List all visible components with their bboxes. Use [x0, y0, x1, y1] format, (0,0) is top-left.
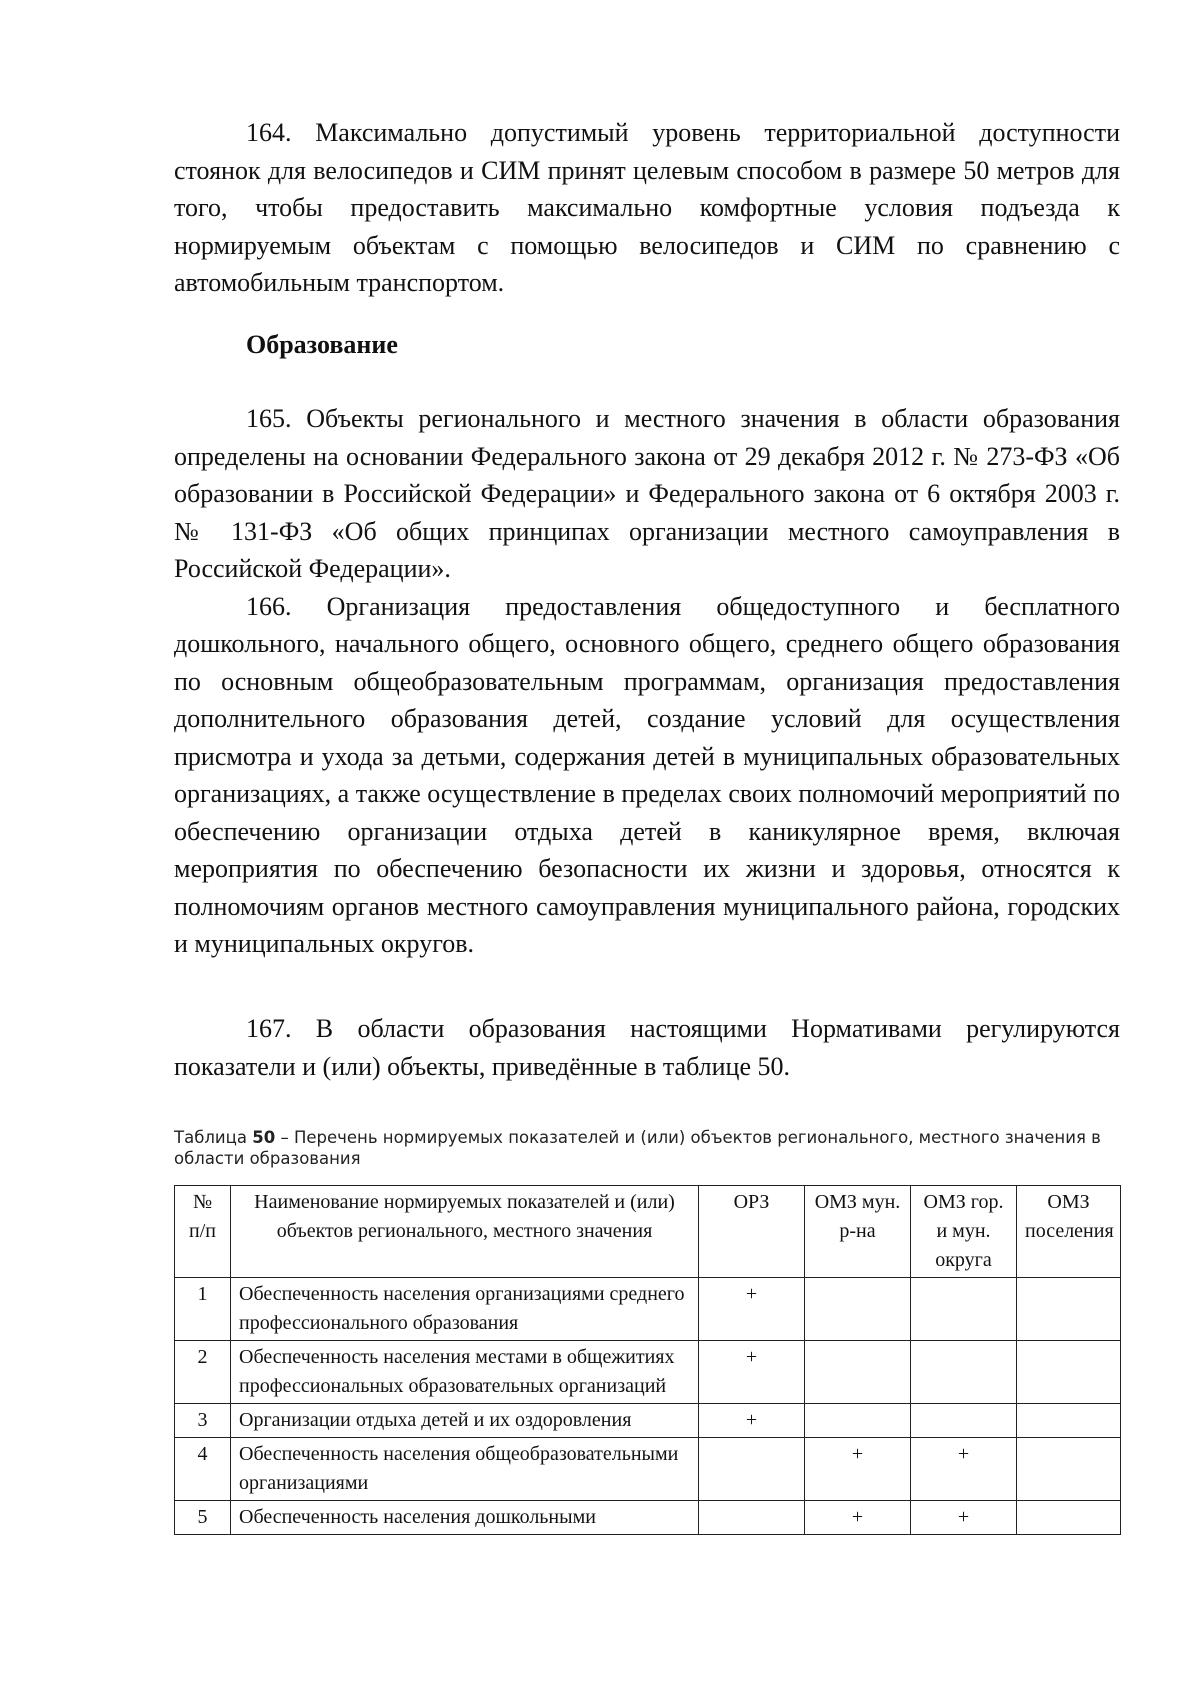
paragraph-165: 165. Объекты регионального и местного значения в области образования определены на основании Федерального закона от 29 декабря 2012 г. № 273-ФЗ «Об образовании в Российской Федерации» и Федерального закона от 6 октября 2003 г. № 131-ФЗ «Об общих принципах организации местного самоуправления в Российской Федерации».	[174, 404, 1120, 583]
cell-omz-gor: +	[911, 1501, 1017, 1535]
section-heading: Образование	[246, 330, 398, 359]
norms-table	[174, 1185, 1121, 1535]
cell-omz-gor	[911, 1278, 1017, 1341]
cell-num: 4	[175, 1438, 231, 1501]
caption-prefix: Таблица	[174, 1128, 247, 1147]
cell-omz-mun	[805, 1278, 911, 1341]
paragraph-164: 164. Максимально допустимый уровень территориальной доступности стоянок для велосипедов и СИМ принят целевым способом в размере 50 метров для того, чтобы предоставить максимально комфортные условия подъезда к нормируемым объектам с помощью велосипедов и СИМ по сравнению с автомобильным транспортом.	[174, 118, 1120, 297]
cell-num: 2	[175, 1341, 231, 1404]
cell-omz-pos	[1017, 1278, 1121, 1341]
caption-number: 50	[252, 1128, 276, 1147]
header-name: Наименование нормируемых показателей и (или) объектов регионального, местного значения	[231, 1186, 699, 1278]
cell-orz: +	[699, 1404, 805, 1438]
cell-name: Организации отдыха детей и их оздоровления	[231, 1404, 699, 1438]
header-omz-pos: ОМЗ поселения	[1017, 1186, 1121, 1278]
paragraphs-165-166	[174, 400, 1120, 963]
cell-omz-pos	[1017, 1438, 1121, 1501]
cell-omz-pos	[1017, 1341, 1121, 1404]
table-row	[175, 1278, 1121, 1341]
paragraph-167: 167. В области образования настоящими Нормативами регулируются показатели и (или) объекты, приведённые в таблице 50.	[174, 1014, 1120, 1081]
cell-omz-pos	[1017, 1501, 1121, 1535]
cell-omz-mun	[805, 1404, 911, 1438]
table-caption	[174, 1127, 1120, 1169]
cell-orz	[699, 1438, 805, 1501]
cell-omz-pos	[1017, 1404, 1121, 1438]
cell-omz-mun: +	[805, 1438, 911, 1501]
cell-omz-gor: +	[911, 1438, 1017, 1501]
cell-num: 5	[175, 1501, 231, 1535]
cell-name: Обеспеченность населения дошкольными	[231, 1501, 699, 1535]
cell-num: 3	[175, 1404, 231, 1438]
table-row	[175, 1341, 1121, 1404]
cell-orz: +	[699, 1278, 805, 1341]
header-omz-gor: ОМЗ гор. и мун. округа	[911, 1186, 1017, 1278]
table-row	[175, 1438, 1121, 1501]
header-num: № п/п	[175, 1186, 231, 1278]
cell-omz-gor	[911, 1341, 1017, 1404]
table-row	[175, 1404, 1121, 1438]
paragraph-166: 166. Организация предоставления общедоступного и бесплатного дошкольного, начального общего, основного общего, среднего общего образования по основным общеобразовательным программам, организация предоставления дополнительного образования детей, создание условий для осуществления присмотра и ухода за детьми, содержания детей в муниципальных образовательных организациях, а также осуществление в пределах своих полномочий мероприятий по обеспечению организации отдыха детей в каникулярное время, включая мероприятия по обеспечению безопасности их жизни и здоровья, относятся к полномочиям органов местного самоуправления муниципального района, городских и муниципальных округов.	[174, 591, 1120, 958]
caption-text: – Перечень нормируемых показателей и (или) объектов регионального, местного значения в области образования	[174, 1128, 1101, 1168]
cell-omz-mun	[805, 1341, 911, 1404]
header-omz-mun: ОМЗ мун. р-на	[805, 1186, 911, 1278]
table-header-row	[175, 1186, 1121, 1278]
header-orz: ОРЗ	[699, 1186, 805, 1278]
table-row	[175, 1501, 1121, 1535]
cell-omz-gor	[911, 1404, 1017, 1438]
cell-name: Обеспеченность населения организациями среднего профессионального образования	[231, 1278, 699, 1341]
cell-name: Обеспеченность населения общеобразовательными организациями	[231, 1438, 699, 1501]
cell-orz: +	[699, 1341, 805, 1404]
cell-orz	[699, 1501, 805, 1535]
cell-name: Обеспеченность населения местами в общежитиях профессиональных образовательных организаций	[231, 1341, 699, 1404]
cell-num: 1	[175, 1278, 231, 1341]
cell-omz-mun: +	[805, 1501, 911, 1535]
